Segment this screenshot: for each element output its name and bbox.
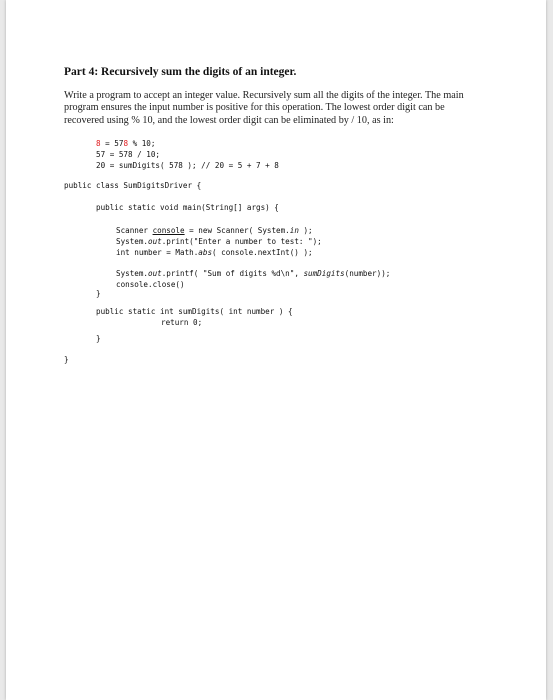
method-closing-brace: } bbox=[96, 334, 101, 343]
code-text: sumDigits bbox=[303, 269, 345, 278]
code-text: ( console.nextInt() ); bbox=[212, 248, 313, 257]
code-text: Scanner bbox=[116, 226, 153, 235]
code-text: out bbox=[148, 237, 162, 246]
print-line bbox=[116, 236, 322, 247]
main-body-block-2 bbox=[116, 268, 390, 290]
code-text: abs bbox=[198, 248, 213, 257]
code-text: System. bbox=[116, 237, 149, 246]
main-closing-brace: } bbox=[96, 289, 101, 298]
example-line-3: 20 = sumDigits( 578 ); // 20 = 5 + 7 + 8 bbox=[96, 161, 279, 170]
code-text: ); bbox=[298, 226, 313, 235]
console-variable: console bbox=[152, 226, 185, 235]
code-text: (number)); bbox=[344, 269, 391, 278]
int-line bbox=[116, 247, 322, 258]
code-text: in bbox=[289, 226, 299, 235]
return-statement: return 0; bbox=[161, 318, 203, 327]
main-method-declaration: public static void main(String[] args) { bbox=[96, 203, 279, 212]
class-declaration: public class SumDigitsDriver { bbox=[64, 181, 202, 190]
printf-line bbox=[116, 268, 390, 279]
code-text: .printf( "Sum of digits %d\n", bbox=[161, 269, 304, 278]
example-digit: 8 bbox=[96, 139, 101, 148]
code-text: .print("Enter a number to test: "); bbox=[161, 237, 322, 246]
code-text: System. bbox=[116, 269, 149, 278]
scanner-line bbox=[116, 225, 322, 236]
part-heading: Part 4: Recursively sum the digits of an integer. bbox=[64, 66, 297, 78]
sumdigits-method-declaration: public static int sumDigits( int number ) { bbox=[96, 307, 293, 316]
example-digit: 8 bbox=[123, 139, 129, 148]
example-text: = 57 bbox=[100, 139, 124, 148]
class-closing-brace: } bbox=[64, 355, 69, 364]
code-text: out bbox=[148, 269, 162, 278]
example-text: % 10; bbox=[128, 139, 156, 148]
close-console-line: console.close() bbox=[116, 280, 185, 289]
code-text: = new Scanner( System. bbox=[184, 226, 290, 235]
example-line-1 bbox=[96, 138, 279, 149]
document-page bbox=[6, 0, 546, 700]
example-line-2: 57 = 578 / 10; bbox=[96, 150, 161, 159]
main-body-block bbox=[116, 225, 322, 258]
example-code-block bbox=[96, 138, 279, 171]
code-text: int number = Math. bbox=[116, 248, 199, 257]
instructions-paragraph: Write a program to accept an integer value. Recursively sum all the digits of the integer. The main program ensures the input number is positive for this operation. The lowest order digit can be recovered using % 10, and the lowest order digit can be eliminated by / 10, as in: bbox=[64, 90, 464, 126]
